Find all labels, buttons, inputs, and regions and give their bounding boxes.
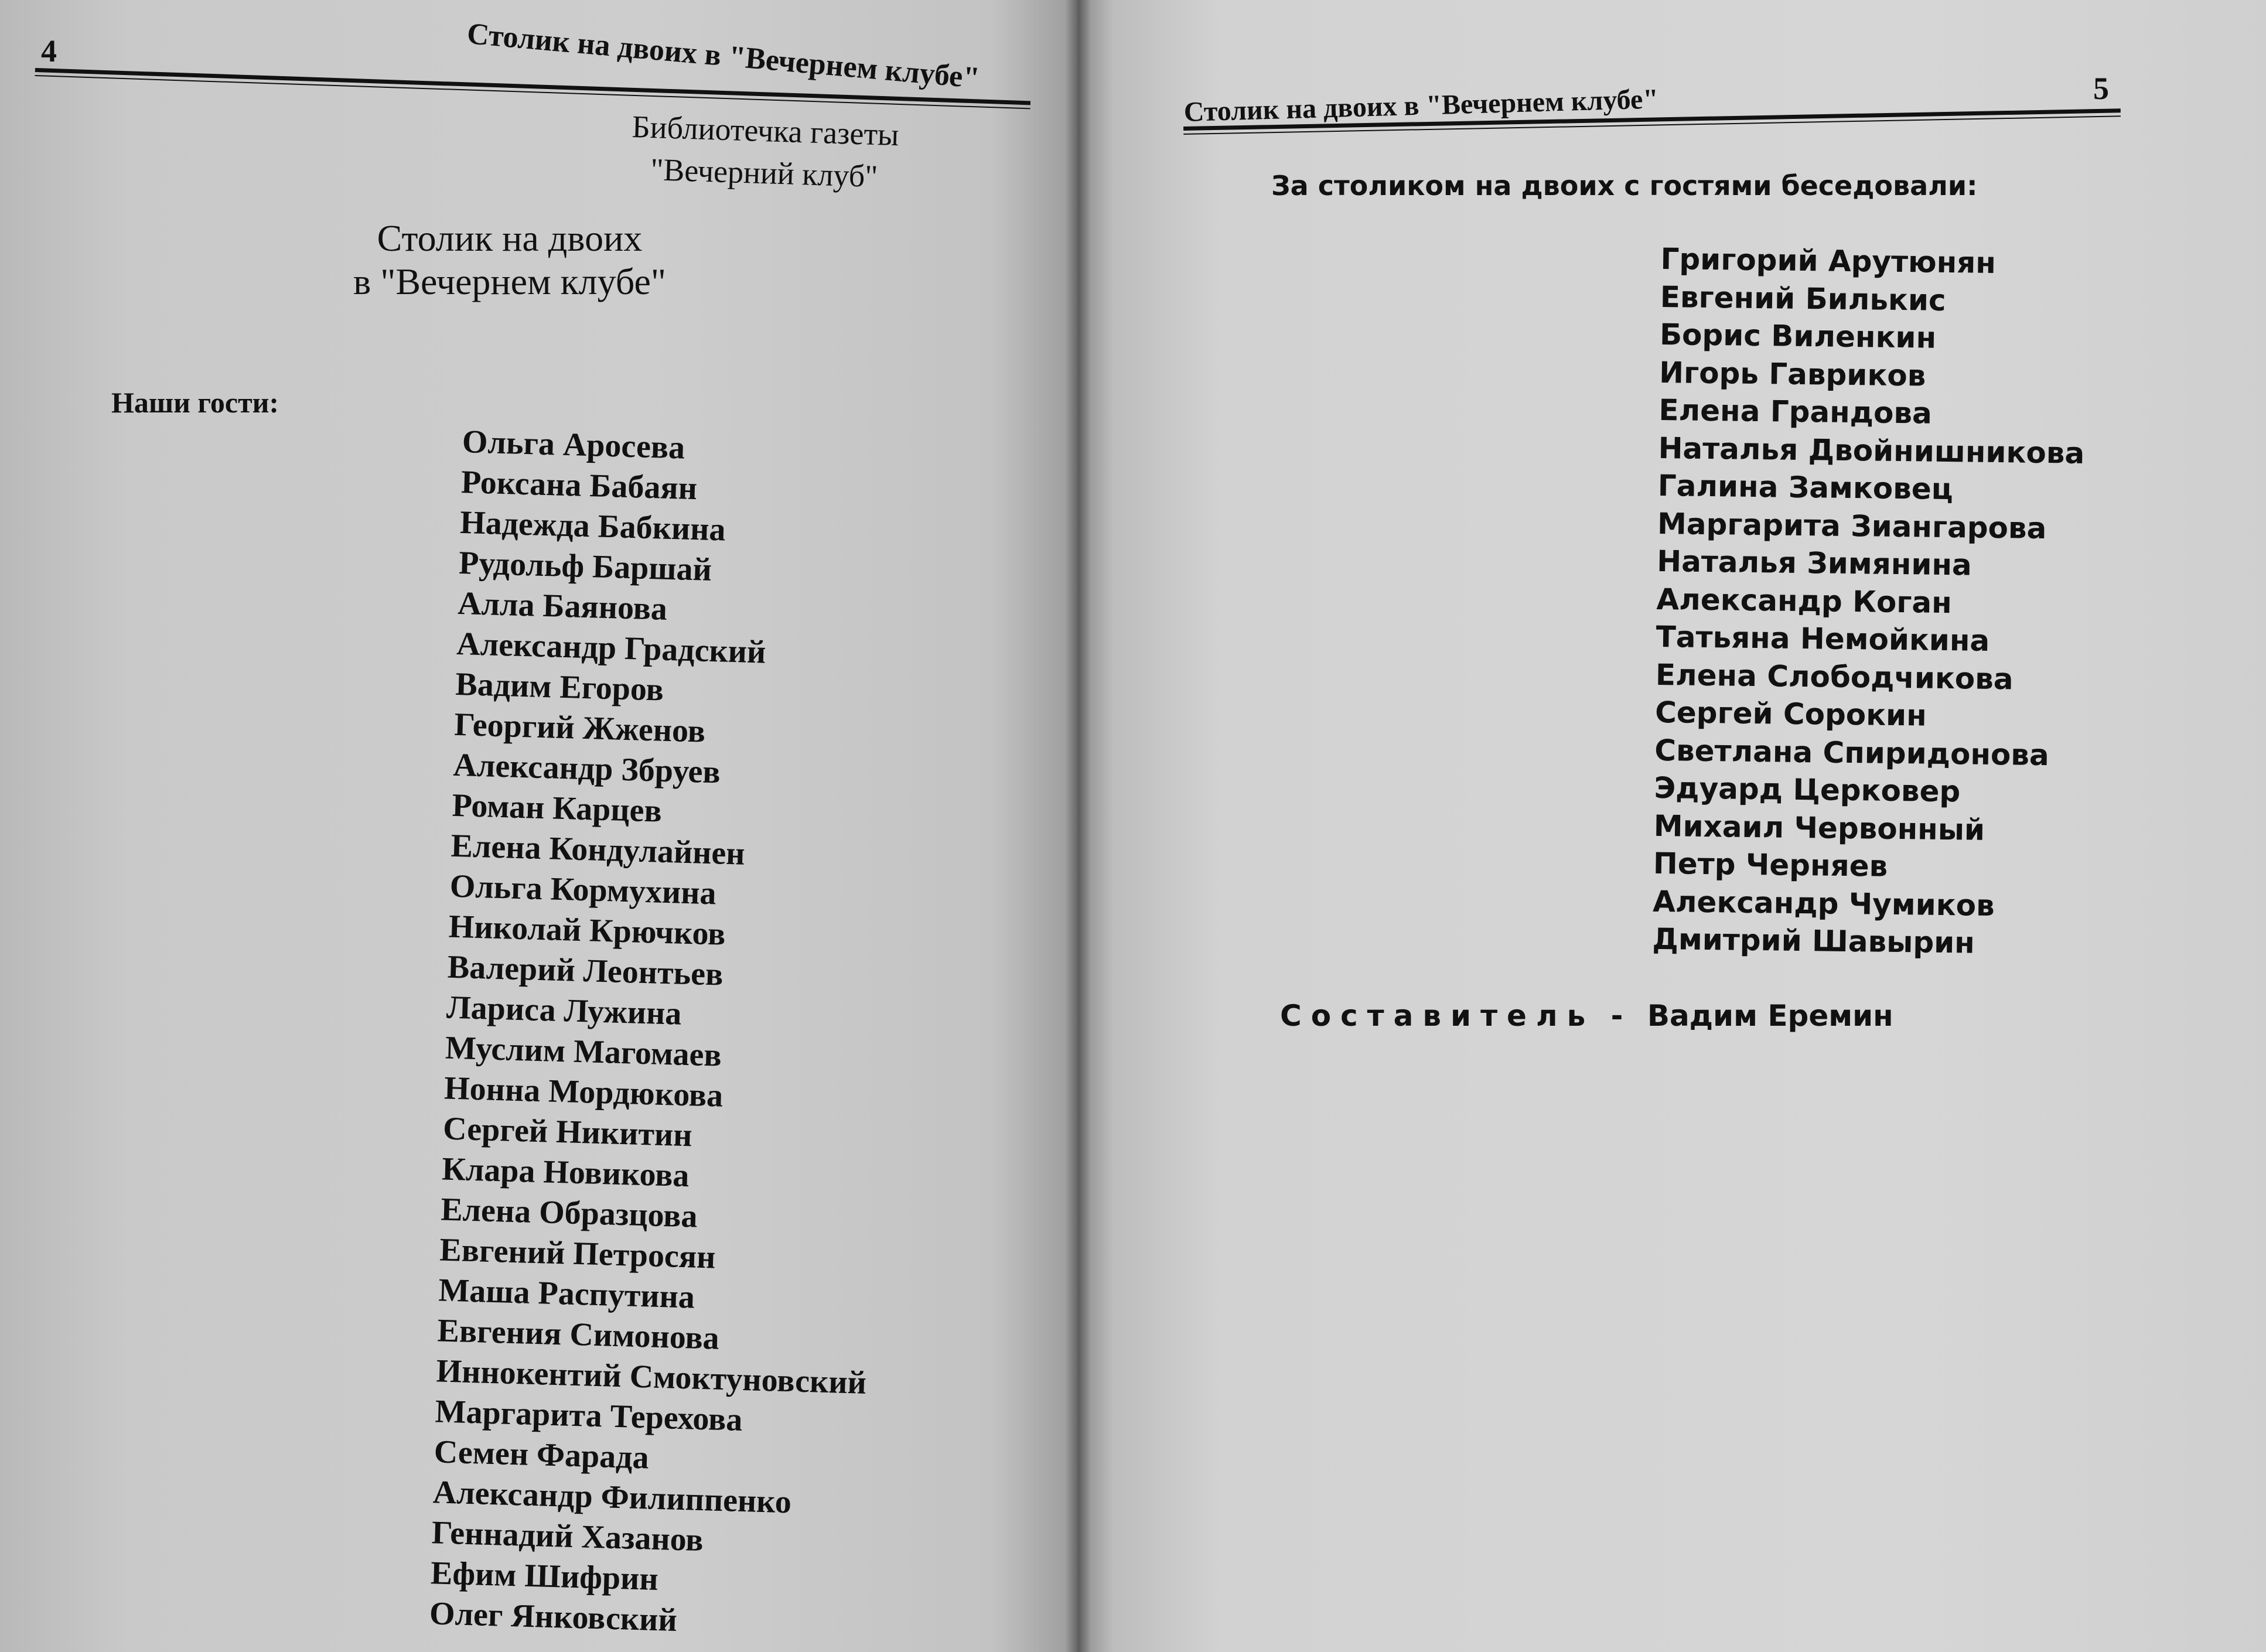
guest-name: Клара Новикова [441, 1151, 690, 1194]
interviewer-name: Григорий Арутюнян [1660, 241, 1997, 280]
interviewer-name: Татьяна Немойкина [1656, 619, 1990, 658]
guest-name: Александр Градский [456, 625, 767, 671]
compiler-name: Вадим Еремин [1647, 999, 1893, 1033]
interviewer-name: Игорь Гавриков [1658, 355, 1926, 393]
guest-name: Семен Фарада [434, 1433, 650, 1476]
right-page-number: 5 [2093, 71, 2109, 106]
guest-name: Алла Баянова [457, 585, 668, 627]
left-page-header [35, 12, 1031, 105]
interviewer-name: Наталья Зимянина [1656, 544, 1972, 582]
guest-name: Ольга Кормухина [449, 868, 717, 912]
interviewer-name: Наталья Двойнишникова [1658, 431, 2085, 470]
right-page-header [1183, 70, 2132, 146]
guest-name: Александр Збруев [452, 746, 721, 791]
interviewer-name: Маргарита Зиангарова [1657, 506, 2047, 545]
book-title-line2: в "Вечернем клубе" [353, 261, 667, 302]
right-running-header: Столик на двоих в "Вечернем клубе" [1183, 83, 1659, 128]
library-imprint-line1: Библиотечка газеты [631, 108, 900, 153]
interviewer-name: Светлана Спиридонова [1654, 733, 2050, 772]
interviewer-name: Елена Слободчикова [1655, 657, 2014, 696]
interviewer-name: Борис Виленкин [1659, 317, 1937, 355]
interviewer-name: Михаил Червонный [1653, 808, 1985, 847]
guest-name: Роксана Бабаян [460, 463, 698, 507]
guest-name: Олег Янковский [429, 1595, 678, 1639]
interviewer-name: Петр Черняев [1653, 846, 1888, 883]
guest-name: Нонна Мордюкова [443, 1070, 724, 1114]
left-page-number: 4 [41, 33, 57, 69]
guest-name: Елена Образцова [440, 1191, 698, 1235]
book-gutter [1065, 0, 1091, 1652]
interviewer-name: Дмитрий Шавырин [1652, 921, 1975, 960]
right-page [1078, 0, 2266, 1652]
guest-name: Ефим Шифрин [430, 1555, 659, 1598]
guest-name: Рудольф Баршай [458, 544, 712, 588]
book-title [328, 217, 691, 303]
guest-name: Надежда Бабкина [459, 504, 726, 548]
guest-name: Валерий Леонтьев [447, 948, 724, 993]
compiler-label: Составитель [1280, 999, 1595, 1033]
library-imprint [630, 105, 899, 198]
guests-label: Наши гости: [111, 386, 279, 419]
guest-name: Георгий Жженов [453, 706, 706, 750]
library-imprint-line2: "Вечерний клуб" [650, 152, 879, 194]
interviewer-name: Галина Замковец [1657, 468, 1954, 507]
interviewer-name: Сергей Сорокин [1654, 695, 1927, 733]
guest-list [429, 422, 893, 1646]
book-title-line1: Столик на двоих [377, 217, 643, 259]
guest-name: Муслим Магомаев [445, 1029, 722, 1074]
guest-name: Николай Крючков [448, 908, 726, 953]
guest-name: Ольга Аросева [462, 423, 686, 466]
guest-name: Роман Карцев [451, 787, 663, 830]
guest-name: Маргарита Терехова [434, 1393, 743, 1438]
guest-name: Елена Кондулайнен [450, 827, 746, 872]
guest-name: Александр Филиппенко [432, 1474, 792, 1521]
guest-name: Вадим Егоров [455, 665, 664, 708]
left-running-header: Столик на двоих в "Вечернем клубе" [465, 16, 981, 95]
interviewers-intro: За столиком на двоих с гостями беседовали: [1271, 170, 1978, 202]
interviewer-name: Евгений Билькис [1660, 279, 1946, 318]
compiler-credit [1280, 999, 1893, 1033]
interviewer-name: Александр Коган [1656, 582, 1953, 620]
interviewer-name: Эдуард Церковер [1654, 770, 1961, 809]
interviewer-name: Елена Грандова [1658, 392, 1933, 431]
guest-name: Геннадий Хазанов [431, 1514, 704, 1559]
left-page [0, 0, 1078, 1652]
guest-name: Иннокентий Смоктуновский [435, 1353, 867, 1401]
interviewer-list [1652, 240, 2087, 963]
guest-name: Евгения Симонова [436, 1312, 720, 1357]
guest-name: Евгений Петросян [439, 1231, 716, 1276]
guest-name: Маша Распутина [438, 1272, 695, 1316]
compiler-dash: - [1610, 999, 1623, 1033]
interviewer-name: Александр Чумиков [1652, 884, 1995, 923]
guest-name: Сергей Никитин [442, 1110, 693, 1154]
guest-name: Лариса Лужина [446, 989, 682, 1032]
